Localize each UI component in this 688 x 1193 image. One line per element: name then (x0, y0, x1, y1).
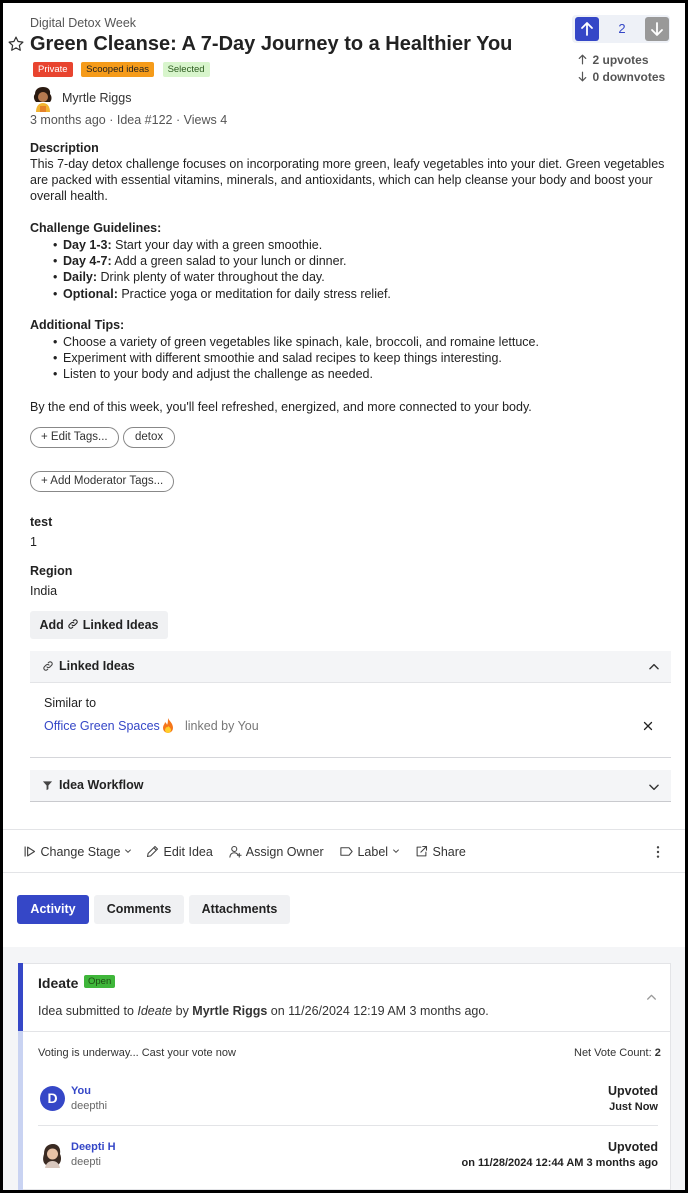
arrow-up-small-icon (576, 53, 589, 66)
chevron-up-icon[interactable] (645, 991, 658, 1004)
idea-views: · Views 4 (175, 113, 228, 127)
filter-icon (42, 780, 53, 791)
user-add-icon (228, 844, 243, 859)
private-badge: Private (33, 62, 73, 77)
fire-icon (160, 717, 176, 735)
idea-detail-page (3, 3, 685, 1190)
tab-attachments[interactable]: Attachments (189, 895, 290, 924)
field-label-region: Region (30, 564, 73, 578)
list-item: • Listen to your body and adjust the challenge as needed. (30, 366, 670, 382)
link-relation: Similar to (44, 696, 97, 710)
voting-status: Voting is underway... Cast your vote now (38, 1047, 236, 1059)
avatar: D (40, 1086, 65, 1111)
upvote-button[interactable] (575, 17, 599, 41)
edit-idea-button[interactable]: Edit Idea (145, 844, 213, 859)
list-item: • Optional: Practice yoga or meditation for daily stress relief. (30, 286, 670, 302)
link-icon (42, 660, 54, 672)
add-moderator-tags-button[interactable]: + Add Moderator Tags... (30, 471, 174, 492)
upvotes-text: 2 upvotes (592, 53, 649, 67)
stage-status-badge: Open (84, 975, 115, 988)
list-item: • Experiment with different smoothie and salad recipes to keep things interesting. (30, 350, 670, 366)
chevron-down-icon (124, 847, 132, 855)
add-linked-ideas-button[interactable]: Add Linked Ideas (30, 611, 168, 639)
downvote-button[interactable] (645, 17, 669, 41)
edit-tags-button[interactable]: + Edit Tags... (30, 427, 119, 448)
downvotes-text: 0 downvotes (592, 70, 666, 84)
tips-label: Additional Tips: (30, 318, 125, 332)
more-options-icon[interactable] (650, 844, 666, 860)
divider (38, 1125, 658, 1126)
selected-badge: Selected (163, 62, 210, 77)
guidelines-label: Challenge Guidelines: (30, 221, 162, 235)
field-value-region: India (30, 584, 58, 598)
voter-username: deepti (71, 1156, 101, 1168)
scoped-badge: Scooped ideas (81, 62, 154, 77)
voter-action: Upvoted (608, 1084, 658, 1098)
list-item: • Day 1-3: Start your day with a green smoothie. (30, 237, 670, 253)
chevron-up-icon[interactable] (647, 660, 661, 674)
idea-meta (30, 113, 227, 127)
net-vote-count: Net Vote Count: 2 (574, 1047, 661, 1059)
chevron-down-icon[interactable] (647, 780, 661, 794)
description-text: This 7-day detox challenge focuses on incorporating more green, leafy vegetables into your diet. Green vegetables are packed with essential vitamins, minerals, and antioxidants, which can help cleanse your body and boost your overall health. (30, 157, 665, 204)
assign-owner-button[interactable]: Assign Owner (228, 844, 324, 859)
arrow-up-icon (575, 17, 599, 41)
divider (23, 1031, 670, 1032)
arrow-down-icon (645, 17, 669, 41)
campaign-name[interactable]: Digital Detox Week (30, 16, 137, 30)
voter-username: deepthi (71, 1100, 108, 1112)
list-item: • Choose a variety of green vegetables like spinach, kale, broccoli, and romaine lettuce. (30, 334, 670, 350)
stage-accent (18, 963, 23, 1031)
stage-accent-light (18, 1031, 23, 1190)
vote-count: 2 (618, 21, 626, 36)
tab-activity[interactable]: Activity (17, 895, 89, 924)
share-icon (414, 844, 429, 859)
close-icon[interactable] (642, 720, 654, 732)
label-icon (339, 844, 354, 859)
voter-action: Upvoted (608, 1140, 658, 1154)
upvotes-stat (576, 53, 649, 67)
chevron-down-icon (392, 847, 400, 855)
change-stage-button[interactable]: Change Stage (22, 844, 132, 859)
idea-workflow-panel-title: Idea Workflow (59, 778, 144, 792)
idea-time: 3 months ago (30, 113, 106, 127)
avatar (40, 1142, 65, 1168)
share-button[interactable]: Share (414, 844, 466, 859)
idea-number: · Idea #122 (109, 113, 173, 127)
voter-time: on 11/28/2024 12:44 AM 3 months ago (461, 1157, 658, 1169)
voter-name[interactable]: Deepti H (71, 1141, 116, 1153)
idea-title-text: Green Cleanse: A 7-Day Journey to a Healthier You (30, 33, 513, 55)
list-item: • Day 4-7: Add a green salad to your lunch or dinner. (30, 253, 670, 269)
stage-name: Ideate (38, 975, 79, 991)
link-icon (67, 618, 79, 630)
stage-icon (22, 844, 37, 859)
voter-name[interactable]: You (71, 1085, 91, 1097)
label-button[interactable]: Label (339, 844, 400, 859)
pencil-icon (145, 844, 160, 859)
list-item: • Daily: Drink plenty of water throughout the day. (30, 269, 670, 285)
field-value-test: 1 (30, 535, 37, 549)
guidelines-list (30, 237, 670, 302)
author-avatar[interactable] (31, 86, 55, 112)
downvotes-stat (576, 70, 665, 84)
tag-detox[interactable]: detox (123, 427, 175, 448)
stage-card (18, 963, 671, 1190)
linked-ideas-panel-title: Linked Ideas (59, 659, 135, 673)
field-label-test: test (30, 515, 53, 529)
idea-title (30, 32, 530, 82)
voter-time: Just Now (609, 1101, 658, 1113)
submission-text: Idea submitted to Ideate by Myrtle Riggs on 11/26/2024 12:19 AM 3 months ago. (38, 1004, 489, 1018)
linked-idea-link[interactable]: Office Green Spaces (44, 719, 160, 733)
author-name[interactable]: Myrtle Riggs (62, 91, 132, 105)
star-icon[interactable] (7, 35, 25, 53)
arrow-down-small-icon (576, 70, 589, 83)
tab-comments[interactable]: Comments (94, 895, 184, 924)
linked-by: linked by You (185, 719, 259, 733)
tips-list (30, 334, 670, 383)
closing-text: By the end of this week, you'll feel refreshed, energized, and more connected to your body. (30, 400, 532, 414)
description-label: Description (30, 141, 99, 155)
